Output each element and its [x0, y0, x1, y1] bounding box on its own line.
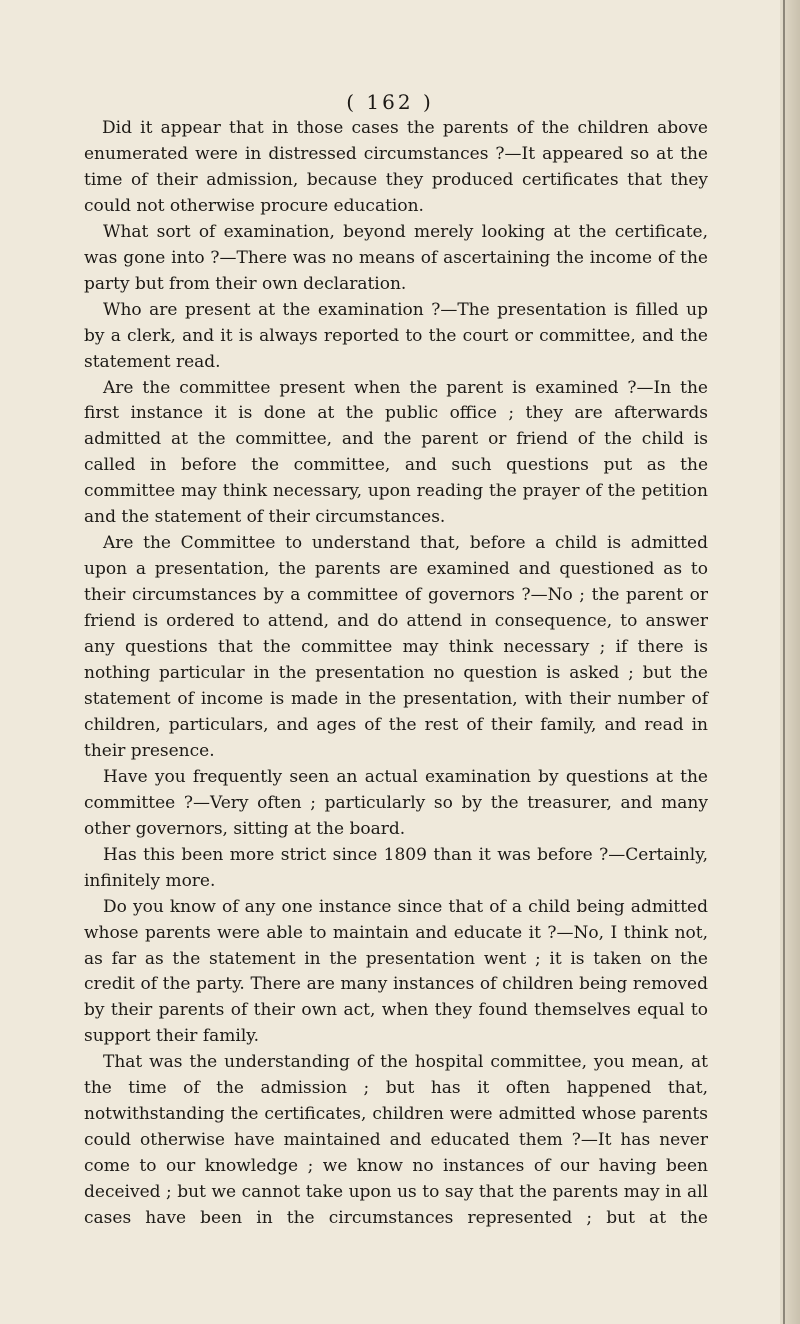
paragraph-3: Who are present at the examination ?—The presentation is filled up by a clerk, and it is always reported to the court or committee, and the statement read. [84, 299, 708, 372]
paragraph-9: That was the understanding of the hospital committee, you mean, at the time of the admission ; but has it often happened that, notwithstanding the certificates, children were admitted whose parents could otherwise have maintained and educated them ?—It has never come to our knowledge ; we know no instances of our having been deceived ; but we cannot take upon us to say that the parents may in all cases have been in the circumstances represented ; but at the [84, 1052, 708, 1229]
paragraph-5: Are the Committee to understand that, before a child is admitted upon a presentation, the parents are examined and questioned as to their circumstances by a committee of governors ?—No ; the parent or friend is ordered to attend, and do attend in consequence, to answer any questions that the committee may think necessary ; if there is nothing particular in the presentation no question is asked ; but the statement of income is made in the presentation, with their number of children, particulars, and ages of the rest of their family, and read in their presence. [84, 533, 708, 761]
paragraph-8: Do you know of any one instance since that of a child being admitted whose parents were able to maintain and educate it ?—No, I think not, as far as the statement in the presentation went ; it is taken on the credit of the party. There are many instances of children being removed by their parents of their own act, when they found themselves equal to support their family. [84, 896, 708, 1047]
paragraph-6: Have you frequently seen an actual examination by questions at the committee ?—Very often ; particularly so by the treasurer, and many other governors, sitting at the board. [84, 766, 708, 839]
paragraph-4: Are the committee present when the parent is examined ?—In the first instance it is done at the public office ; they are afterwards admitted at the committee, and the parent or friend of the child is called in before the committee, and such questions put as the committee may think necessary, upon reading the prayer of the petition and the statement of their circumstances. [84, 377, 708, 528]
body-text [84, 116, 708, 1232]
paragraph-2: What sort of examination, beyond merely looking at the certificate, was gone into ?—There was no means of ascertaining the income of the party but from their own declaration. [84, 221, 708, 294]
page-edge-line [783, 0, 785, 1324]
page-number: ( 162 ) [346, 90, 434, 114]
paragraph-7: Has this been more strict since 1809 than it was before ?—Certainly, infinitely more. [84, 844, 708, 891]
paragraph-1: Did it appear that in those cases the parents of the children above enumerated were in distressed circumstances ?—It appeared so at the time of their admission, because they produced certificates that they could not otherwise procure education. [84, 118, 708, 216]
